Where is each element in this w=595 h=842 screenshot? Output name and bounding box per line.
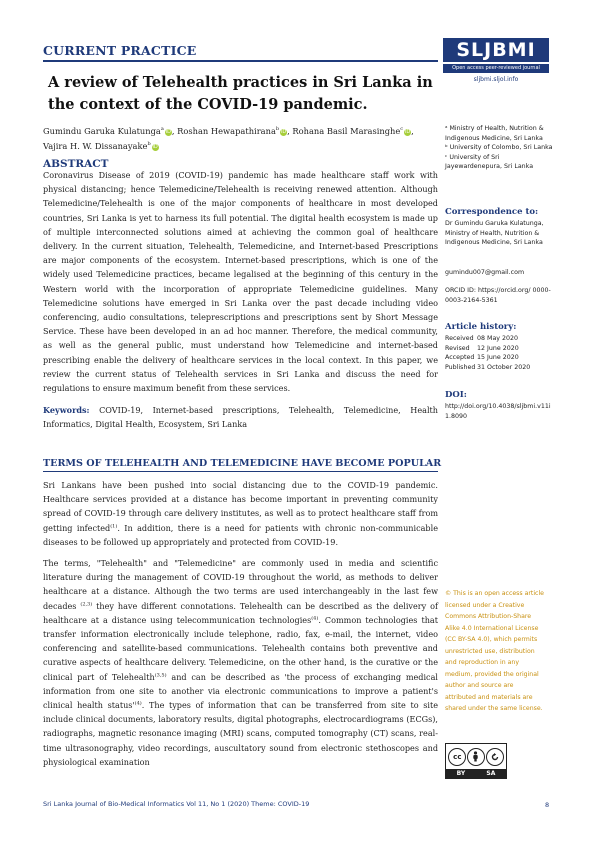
section-label: CURRENT PRACTICE xyxy=(43,43,197,58)
body-paragraph-2 xyxy=(43,556,438,769)
orcid-icon[interactable]: iD xyxy=(280,129,287,135)
paragraph-text: . The types of information that can be transferred from site to site include clinical documents, laboratory results, digital photographs, electrocardiograms (ECGs), radiographs, magnetic resonance imaging (MRI) scans, computed tomography (CT) scans, real-time ultrasonography, video recordings, auscultatory sound from electronic stethoscopes and physiological examination xyxy=(43,700,438,767)
history-row xyxy=(445,353,555,363)
citation[interactable]: (1) xyxy=(110,522,118,529)
cc-icon: cc xyxy=(448,748,466,766)
orcid-icon[interactable]: iD xyxy=(404,129,411,135)
by-label: BY xyxy=(456,770,466,777)
author-affiliation-mark: b xyxy=(275,126,280,133)
author-affiliation-mark: c xyxy=(400,126,404,133)
paragraph-text: The terms, "Telehealth" and "Telemedicine" are commonly used in media and scientific literature during the management of COVID-19 throughout the world, as methods to deliver healthcare at a distance. Although the two terms are used interchangeably in the last few decades xyxy=(43,558,438,611)
keywords-label: Keywords: xyxy=(43,405,90,415)
journal-logo[interactable]: SLJBMI xyxy=(443,38,549,62)
correspondence-text: Dr Gumindu Garuka Kulatunga, Ministry of Health, Nutrition & Indigenous Medicine, Sri Lanka xyxy=(445,220,544,246)
paragraph-text: . Common technologies that transfer information electronically include telephone, radio, fax, e-mail, the internet, video conferencing and satellite-based communications. Telehealth contains both preventive and curative aspects of healthcare delivery. Telemedicine, on the other hand, is the curative or the clinical part of Telehealth xyxy=(43,614,438,682)
history-date: 15 June 2020 xyxy=(477,354,519,361)
author-name: Roshan Hewapathirana xyxy=(177,126,276,136)
share-alike-icon xyxy=(486,748,504,766)
citation[interactable]: (4) xyxy=(134,700,142,707)
doi-link[interactable]: http://doi.org/10.4038/sljbmi.v11i1.8090 xyxy=(445,403,551,420)
cc-by-sa-badge[interactable] xyxy=(445,743,507,779)
paragraph-text: . In addition, there is a need for patients with chronic non-communicable diseases to be followed up appropriately and protected from COVID-19. xyxy=(43,522,438,547)
affiliations xyxy=(445,124,555,172)
history-row xyxy=(445,334,555,344)
orcid-icon[interactable]: iD xyxy=(152,144,158,150)
history-row xyxy=(445,363,555,373)
author-name: Vajira H. W. Dissanayake xyxy=(43,141,148,151)
history-date: 08 May 2020 xyxy=(477,335,519,342)
person-icon xyxy=(467,748,485,766)
cc-icons xyxy=(446,744,506,769)
affiliation-item: ᵃ Ministry of Health, Nutrition & Indigenous Medicine, Sri Lanka xyxy=(445,125,544,142)
history-row xyxy=(445,344,555,354)
affiliation-item: ᶜ University of Sri Jayewardenepura, Sri Lanka xyxy=(445,153,534,170)
citation[interactable]: (2,3) xyxy=(80,600,93,607)
article-title: A review of Telehealth practices in Sri Lanka in the context of the COVID-19 pandemic. xyxy=(48,74,433,113)
author-affiliation-mark: b xyxy=(147,141,151,148)
logo-tagline: Open access peer-reviewed journal xyxy=(443,64,549,73)
history-label: Received xyxy=(445,335,474,342)
sa-label: SA xyxy=(486,770,496,777)
history-date: 12 June 2020 xyxy=(477,344,519,352)
author-name: Gumindu Garuka Kulatunga xyxy=(43,126,161,136)
history-label: Accepted xyxy=(445,354,475,361)
keywords xyxy=(43,403,438,431)
author-affiliation-mark: a xyxy=(160,126,164,133)
citation[interactable]: (3,5) xyxy=(154,671,167,678)
history-label: Revised xyxy=(445,344,470,352)
page-number: 8 xyxy=(545,801,550,809)
orcid-link[interactable]: ORCID ID: https://orcid.org/ 0000-0003-2164-5361 xyxy=(445,287,551,304)
header-rule xyxy=(43,60,438,62)
abstract-body: Coronavirus Disease of 2019 (COVID-19) pandemic has made healthcare staff work with physical distancing; hence Telemedicine/Telehealth is receiving renewed attention. Although Telemedicine/Telehealth is one of the major components of healthcare in most developed countries, Sri Lanka is yet to harness its full potential. The digital health ecosystem is made up of multiple interconnected solutions aimed at achieving the common goal of healthcare delivery. In the current situation, Telehealth, Telemedicine, and Internet-based Prescriptions are major components of the ecosystem. Internet-based prescriptions, which is one of the widely used Telemedicine practices, became legalised at the beginning of this century in the Western world with the incorporation of appropriate Telemedicine guidelines. Many Telemedicine solutions have emerged in Sri Lanka over the past decade including video conferencing, audio consultations, teleprescriptions and prescriptions sent by Short Message Service. These have been developed in an ad hoc manner. Therefore, the medical community, as well as the general public, must understand how Telemedicine and internet-based prescribing enable the delivery of healthcare services in the local context. In this paper, we review the current status of Telehealth services in Sri Lanka and discuss the need for regulations to ensure maximum benefit from these services. xyxy=(43,170,438,394)
email-link[interactable]: gumindu007@gmail.com xyxy=(445,269,525,276)
cc-labels xyxy=(446,769,506,778)
author-name: Rohana Basil Marasinghe xyxy=(292,126,401,136)
section-rule xyxy=(43,471,438,472)
paragraph-text: Sri Lankans have been pushed into social distancing due to the COVID-19 pandemic. Healthcare services provided at a distance has become important in preventing community spread of COVID-19 through care delivery institutes, as well as to protect healthcare staff from getting infected xyxy=(43,480,438,533)
doi-heading: DOI: xyxy=(445,390,467,400)
keywords-list: COVID-19, Internet-based prescriptions, Telehealth, Telemedicine, Health Informatics, Digital Health, Ecosystem, Sri Lanka xyxy=(43,405,438,430)
author-list: Gumindu Garuka Kulatunga$^a$ iD, Roshan Hewapathirana$^b$ iD, Rohana Basil Marasinghe$^c$ iD, Vajira H. W. Dissanayake$^b$ iD xyxy=(43,126,414,151)
journal-footer: Sri Lanka Journal of Bio-Medical Informatics Vol 11, No 1 (2020) Theme: COVID-19 xyxy=(43,800,310,808)
history-label: Published xyxy=(445,363,476,371)
abstract-heading: ABSTRACT xyxy=(43,158,109,170)
section-heading: TERMS OF TELEHEALTH AND TELEMEDICINE HAVE BECOME POPULAR xyxy=(43,458,442,469)
paragraph-text: they have different connotations. Telehealth can be described as the delivery of healthcare at a distance using telecommunication technologies xyxy=(43,600,438,625)
citation[interactable]: (4) xyxy=(311,615,319,622)
license-notice: © This is an open access article licensed under a Creative Commons Attribution-Share Alike 4.0 International License (CC BY-SA 4.0), which permits unrestricted use, distribution and reproduction in any medium, provided the original author and source are attributed and materials are shared under the same license. xyxy=(445,590,544,712)
history-heading: Article history: xyxy=(445,322,517,332)
history-date: 31 October 2020 xyxy=(477,363,531,371)
correspondence-heading: Correspondence to: xyxy=(445,207,539,217)
logo-url[interactable]: sljbmi.sljol.info xyxy=(473,76,519,83)
article-history xyxy=(445,334,555,372)
body-paragraph-1 xyxy=(43,478,438,549)
orcid-icon[interactable]: iD xyxy=(165,129,171,135)
paragraph-text: and can be described as 'the process of exchanging medical information from one site to another via electronic communications to improve a patient's clinical health status' xyxy=(43,671,439,711)
affiliation-item: ᵇ University of Colombo, Sri Lanka xyxy=(445,144,553,151)
